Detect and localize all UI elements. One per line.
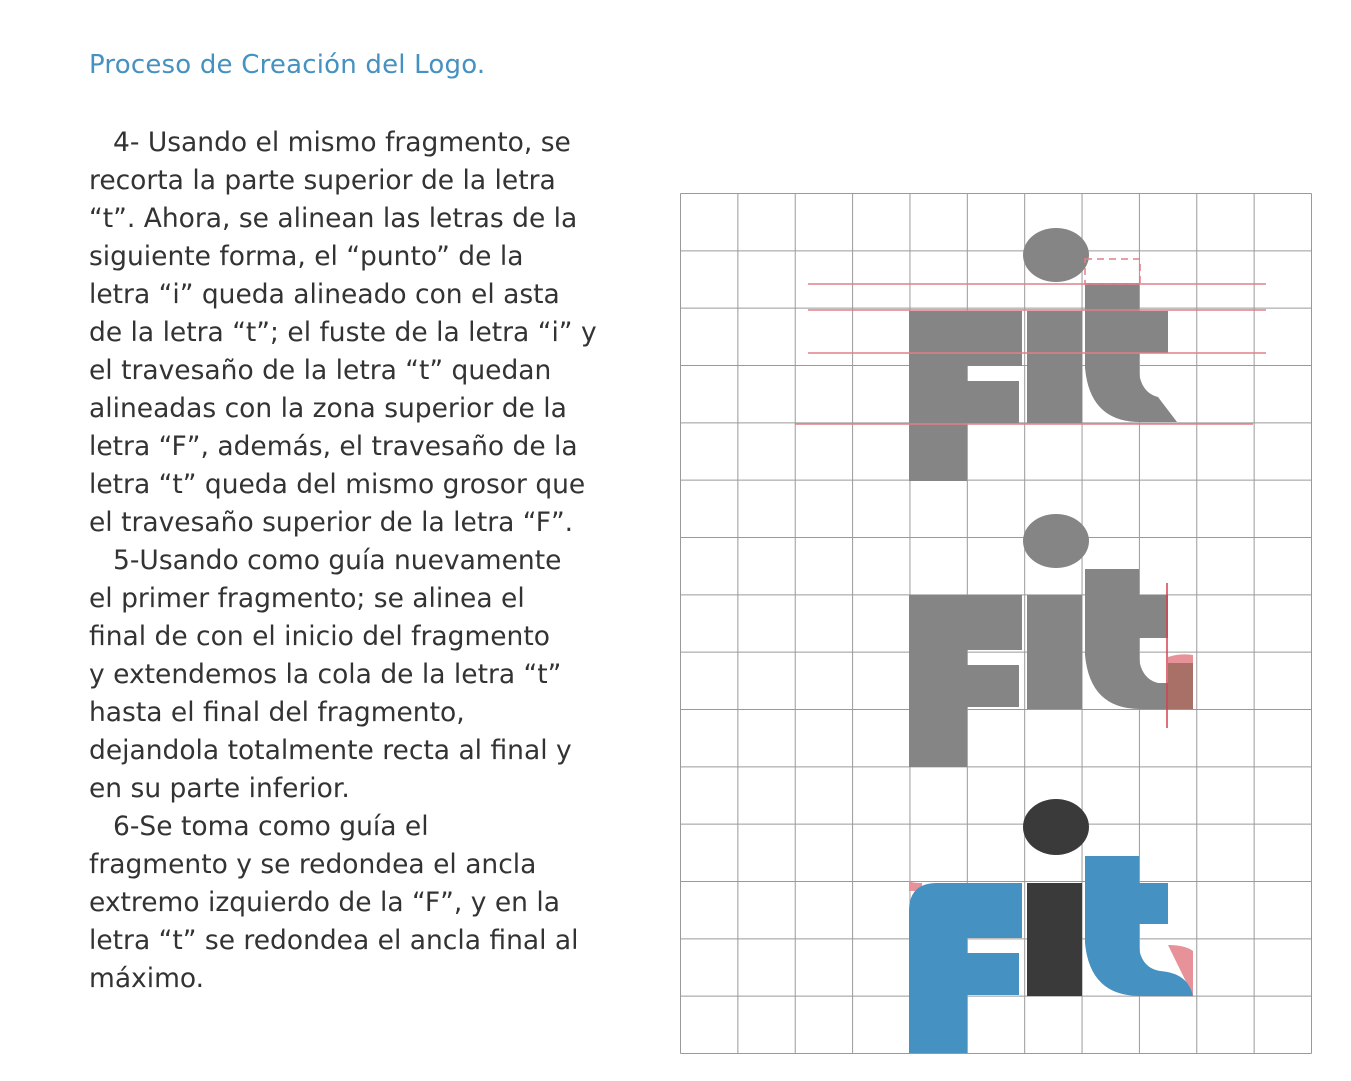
f-top-bar: [967, 883, 1022, 938]
f-mid-bar: [967, 665, 1019, 707]
text-line: letra “t” queda del mismo grosor que: [89, 469, 586, 500]
i-dot: [1023, 799, 1089, 855]
text-line: máximo.: [89, 963, 205, 994]
text-line: alineadas con la zona superior de la: [89, 393, 567, 424]
text-line: en su parte inferior.: [89, 773, 350, 804]
f-stem-rounded: [909, 883, 967, 1053]
text-line: fragmento y se redondea el ancla: [89, 849, 537, 880]
t-letter-rounded: [1085, 856, 1193, 996]
logo-stage-1: [795, 228, 1266, 481]
tail-highlight: [1168, 654, 1193, 663]
f-mid-bar: [967, 953, 1019, 995]
i-dot: [1023, 228, 1089, 282]
text-line: extremo izquierdo de la “F”, y en la: [89, 887, 560, 918]
text-line: el travesaño de la letra “t” quedan: [89, 355, 552, 386]
text-line: final de con el inicio del fragmento: [89, 621, 550, 652]
t-letter: [1085, 569, 1168, 709]
text-line: letra “F”, además, el travesaño de la: [89, 431, 578, 462]
text-line: letra “t” se redondea el ancla final al: [89, 925, 579, 956]
body-text: [89, 124, 649, 998]
f-stem: [909, 311, 967, 481]
logo-stage-2: [909, 514, 1193, 767]
text-line: letra “i” queda alineado con el asta: [89, 279, 560, 310]
text-line: 6-Se toma como guía el: [113, 811, 429, 842]
f-top-bar: [967, 311, 1022, 366]
tail-extension: [1168, 657, 1193, 709]
cut-box: [1085, 259, 1140, 284]
text-line: 4- Usando el mismo fragmento, se: [113, 127, 571, 158]
text-line: hasta el final del fragmento,: [89, 697, 465, 728]
f-mid-bar: [967, 381, 1019, 423]
logo-construction-svg: [680, 193, 1312, 1054]
i-stem: [1027, 883, 1082, 996]
text-line: de la letra “t”; el fuste de la letra “i” y: [89, 317, 597, 348]
text-line: siguiente forma, el “punto” de la: [89, 241, 524, 272]
text-line: 5-Usando como guía nuevamente: [113, 545, 562, 576]
i-stem: [1027, 595, 1082, 709]
i-stem: [1027, 311, 1082, 423]
text-line: el travesaño superior de la letra “F”.: [89, 507, 574, 538]
page-title: Proceso de Creación del Logo.: [89, 50, 486, 80]
text-line: el primer fragmento; se alinea el: [89, 583, 525, 614]
logo-construction-figure: [680, 193, 1312, 1054]
f-stem: [909, 595, 967, 767]
f-top-bar: [967, 595, 1022, 650]
text-line: “t”. Ahora, se alinean las letras de la: [89, 203, 578, 234]
logo-stage-3: [909, 799, 1193, 1053]
text-line: recorta la parte superior de la letra: [89, 165, 556, 196]
text-line: y extendemos la cola de la letra “t”: [89, 659, 562, 690]
text-line: dejandola totalmente recta al final y: [89, 735, 572, 766]
i-dot: [1023, 514, 1089, 568]
